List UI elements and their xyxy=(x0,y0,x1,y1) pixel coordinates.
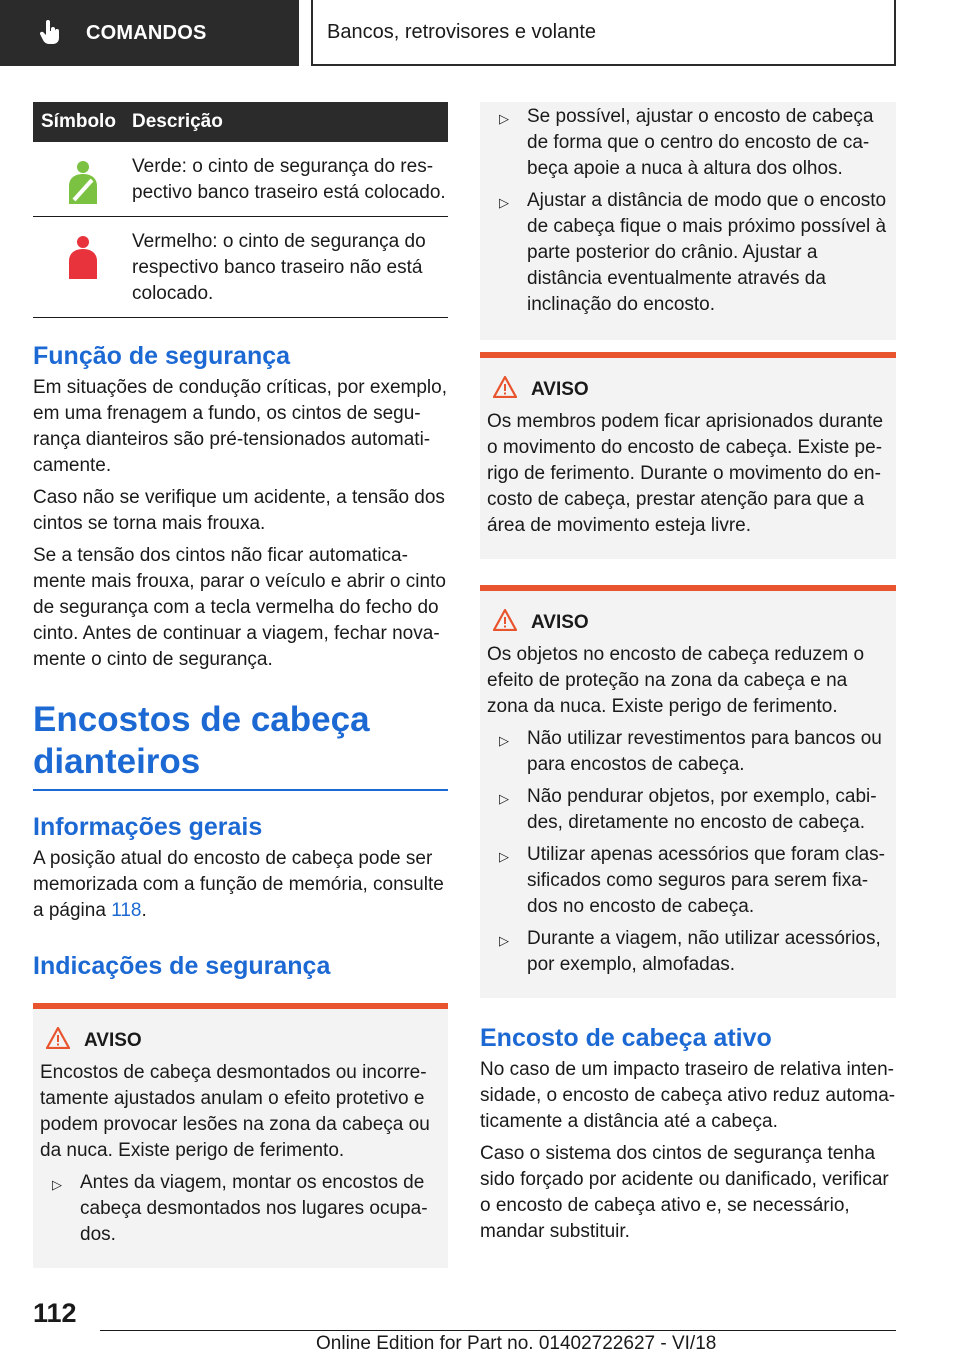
warning-triangle-icon xyxy=(46,1027,70,1054)
general-text: A posição atual do encosto de cabeça pode ser memorizada com a função de memória, consulte a página xyxy=(33,848,444,921)
paragraph: Caso não se verifique um acidente, a tensão dos cintos se torna mais frouxa. xyxy=(33,487,445,534)
footer-divider xyxy=(100,1330,896,1331)
headrest-adjust-list xyxy=(480,102,896,340)
warning-triangle-icon xyxy=(493,609,517,636)
seatbelt-fastened-green-icon xyxy=(33,154,132,206)
headrests-heading: Encostos de cabeça dianteiros xyxy=(33,700,370,781)
warning-text: Encostos de cabeça desmontados ou incorretamente ajustados anulam o efeito protetivo e podem provocar lesões na zona da cabeça ou da nuca. Existe perigo de ferimento. xyxy=(40,1062,430,1161)
row-description: Verde: o cinto de segurança do respectivo banco traseiro está colocado. xyxy=(132,156,446,203)
paragraph xyxy=(33,846,448,924)
col-description-header: Descrição xyxy=(132,111,223,132)
triangle-bullet-icon: ▷ xyxy=(52,1177,62,1192)
list-item-text: Antes da viagem, montar os encostos de cabeça desmontados nos lugares ocupados. xyxy=(80,1172,428,1245)
triangle-bullet-icon: ▷ xyxy=(499,849,509,864)
list-item-text: Não utilizar revestimentos para bancos ou para encostos de cabeça. xyxy=(527,728,882,775)
left-column xyxy=(33,102,448,1268)
list-item-text: Se possível, ajustar o encosto de cabeça de forma que o centro do encosto de cabeça apoie a nuca à altura dos olhos. xyxy=(527,106,874,179)
list-item-text: Durante a viagem, não utilizar acessórios, por exemplo, almofadas. xyxy=(527,928,881,975)
heading-divider xyxy=(33,789,448,791)
warning-text: Os membros podem ficar aprisionados durante o movimento do encosto de cabeça. Existe perigo de ferimento. Durante o movimento do encosto de cabeça, prestar atenção para que a área de movimento esteja livre. xyxy=(487,411,884,536)
triangle-bullet-icon: ▷ xyxy=(499,733,509,748)
list-item-text: Não pendurar objetos, por exemplo, cabides, diretamente no encosto de cabeça. xyxy=(527,786,877,833)
list-item xyxy=(487,104,889,182)
active-headrest-heading: Encosto de cabeça ativo xyxy=(480,1024,772,1052)
footer-edition: Online Edition for Part no. 01402722627 - VI/18 xyxy=(316,1333,717,1354)
triangle-bullet-icon: ▷ xyxy=(499,111,509,126)
warning-box xyxy=(33,1003,448,1268)
list-item xyxy=(487,726,889,778)
safety-notes-heading: Indicações de segurança xyxy=(33,952,331,980)
header-title-box xyxy=(311,0,896,66)
page-number: 112 xyxy=(33,1298,77,1328)
triangle-bullet-icon: ▷ xyxy=(499,933,509,948)
paragraph: No caso de um impacto traseiro de relativa intensidade, o encosto de cabeça ativo reduz automaticamente a distância até a cabeça. xyxy=(480,1059,896,1132)
warning-header xyxy=(40,1027,441,1054)
warning-header xyxy=(487,376,889,403)
list-item-text: Utilizar apenas acessórios que foram classificados como seguros para serem fixados no encosto de cabeça. xyxy=(527,844,885,917)
table-row xyxy=(33,217,448,318)
row-description: Vermelho: o cinto de segurança do respectivo banco traseiro não está colocado. xyxy=(132,231,426,304)
triangle-bullet-icon: ▷ xyxy=(499,195,509,210)
list-item xyxy=(487,784,889,836)
warning-text: Os objetos no encosto de cabeça reduzem o efeito de proteção na zona da cabeça e na zona da nuca. Existe perigo de ferimento. xyxy=(487,644,865,717)
warning-title: AVISO xyxy=(531,611,589,633)
warning-box xyxy=(480,352,896,559)
right-column xyxy=(480,102,896,1251)
paragraph: Caso o sistema dos cintos de segurança tenha sido forçado por acidente ou danificado, verificar o encosto de cabeça ativo e, se necessário, mandar substituir. xyxy=(480,1143,889,1242)
warning-header xyxy=(487,609,889,636)
warning-box xyxy=(480,585,896,998)
list-item xyxy=(487,842,889,920)
hand-pointer-icon xyxy=(40,20,64,46)
warning-title: AVISO xyxy=(531,378,589,400)
warning-triangle-icon xyxy=(493,376,517,403)
list-item xyxy=(40,1170,441,1248)
general-text-end: . xyxy=(141,900,147,921)
seatbelt-unfastened-red-icon xyxy=(33,229,132,307)
warning-title: AVISO xyxy=(84,1029,142,1051)
list-item-text: Ajustar a distância de modo que o encosto de cabeça fique o mais próximo possível à parte posterior do crânio. Ajustar a distância eventualmente através da inclinação do encosto. xyxy=(527,190,887,315)
section-label: COMANDOS xyxy=(86,21,207,44)
symbol-table-header xyxy=(33,102,448,142)
list-item xyxy=(487,188,889,318)
table-row xyxy=(33,142,448,217)
page-link[interactable]: 118 xyxy=(111,900,142,921)
paragraph: Se a tensão dos cintos não ficar automaticamente mais frouxa, parar o veículo e abrir o cinto de segurança com a tecla vermelha do fecho do cinto. Antes de continuar a viagem, fechar novamente o cinto de segurança. xyxy=(33,545,446,670)
paragraph: Em situações de condução críticas, por exemplo, em uma frenagem a fundo, os cintos de segurança dianteiros são pré-tensionados automaticamente. xyxy=(33,377,447,476)
col-symbol-header: Símbolo xyxy=(41,111,116,132)
header-section-tab xyxy=(0,0,299,66)
general-info-heading: Informações gerais xyxy=(33,813,263,841)
triangle-bullet-icon: ▷ xyxy=(499,791,509,806)
safety-function-heading: Função de segurança xyxy=(33,342,291,370)
list-item xyxy=(487,926,889,978)
chapter-title: Bancos, retrovisores e volante xyxy=(327,20,597,43)
